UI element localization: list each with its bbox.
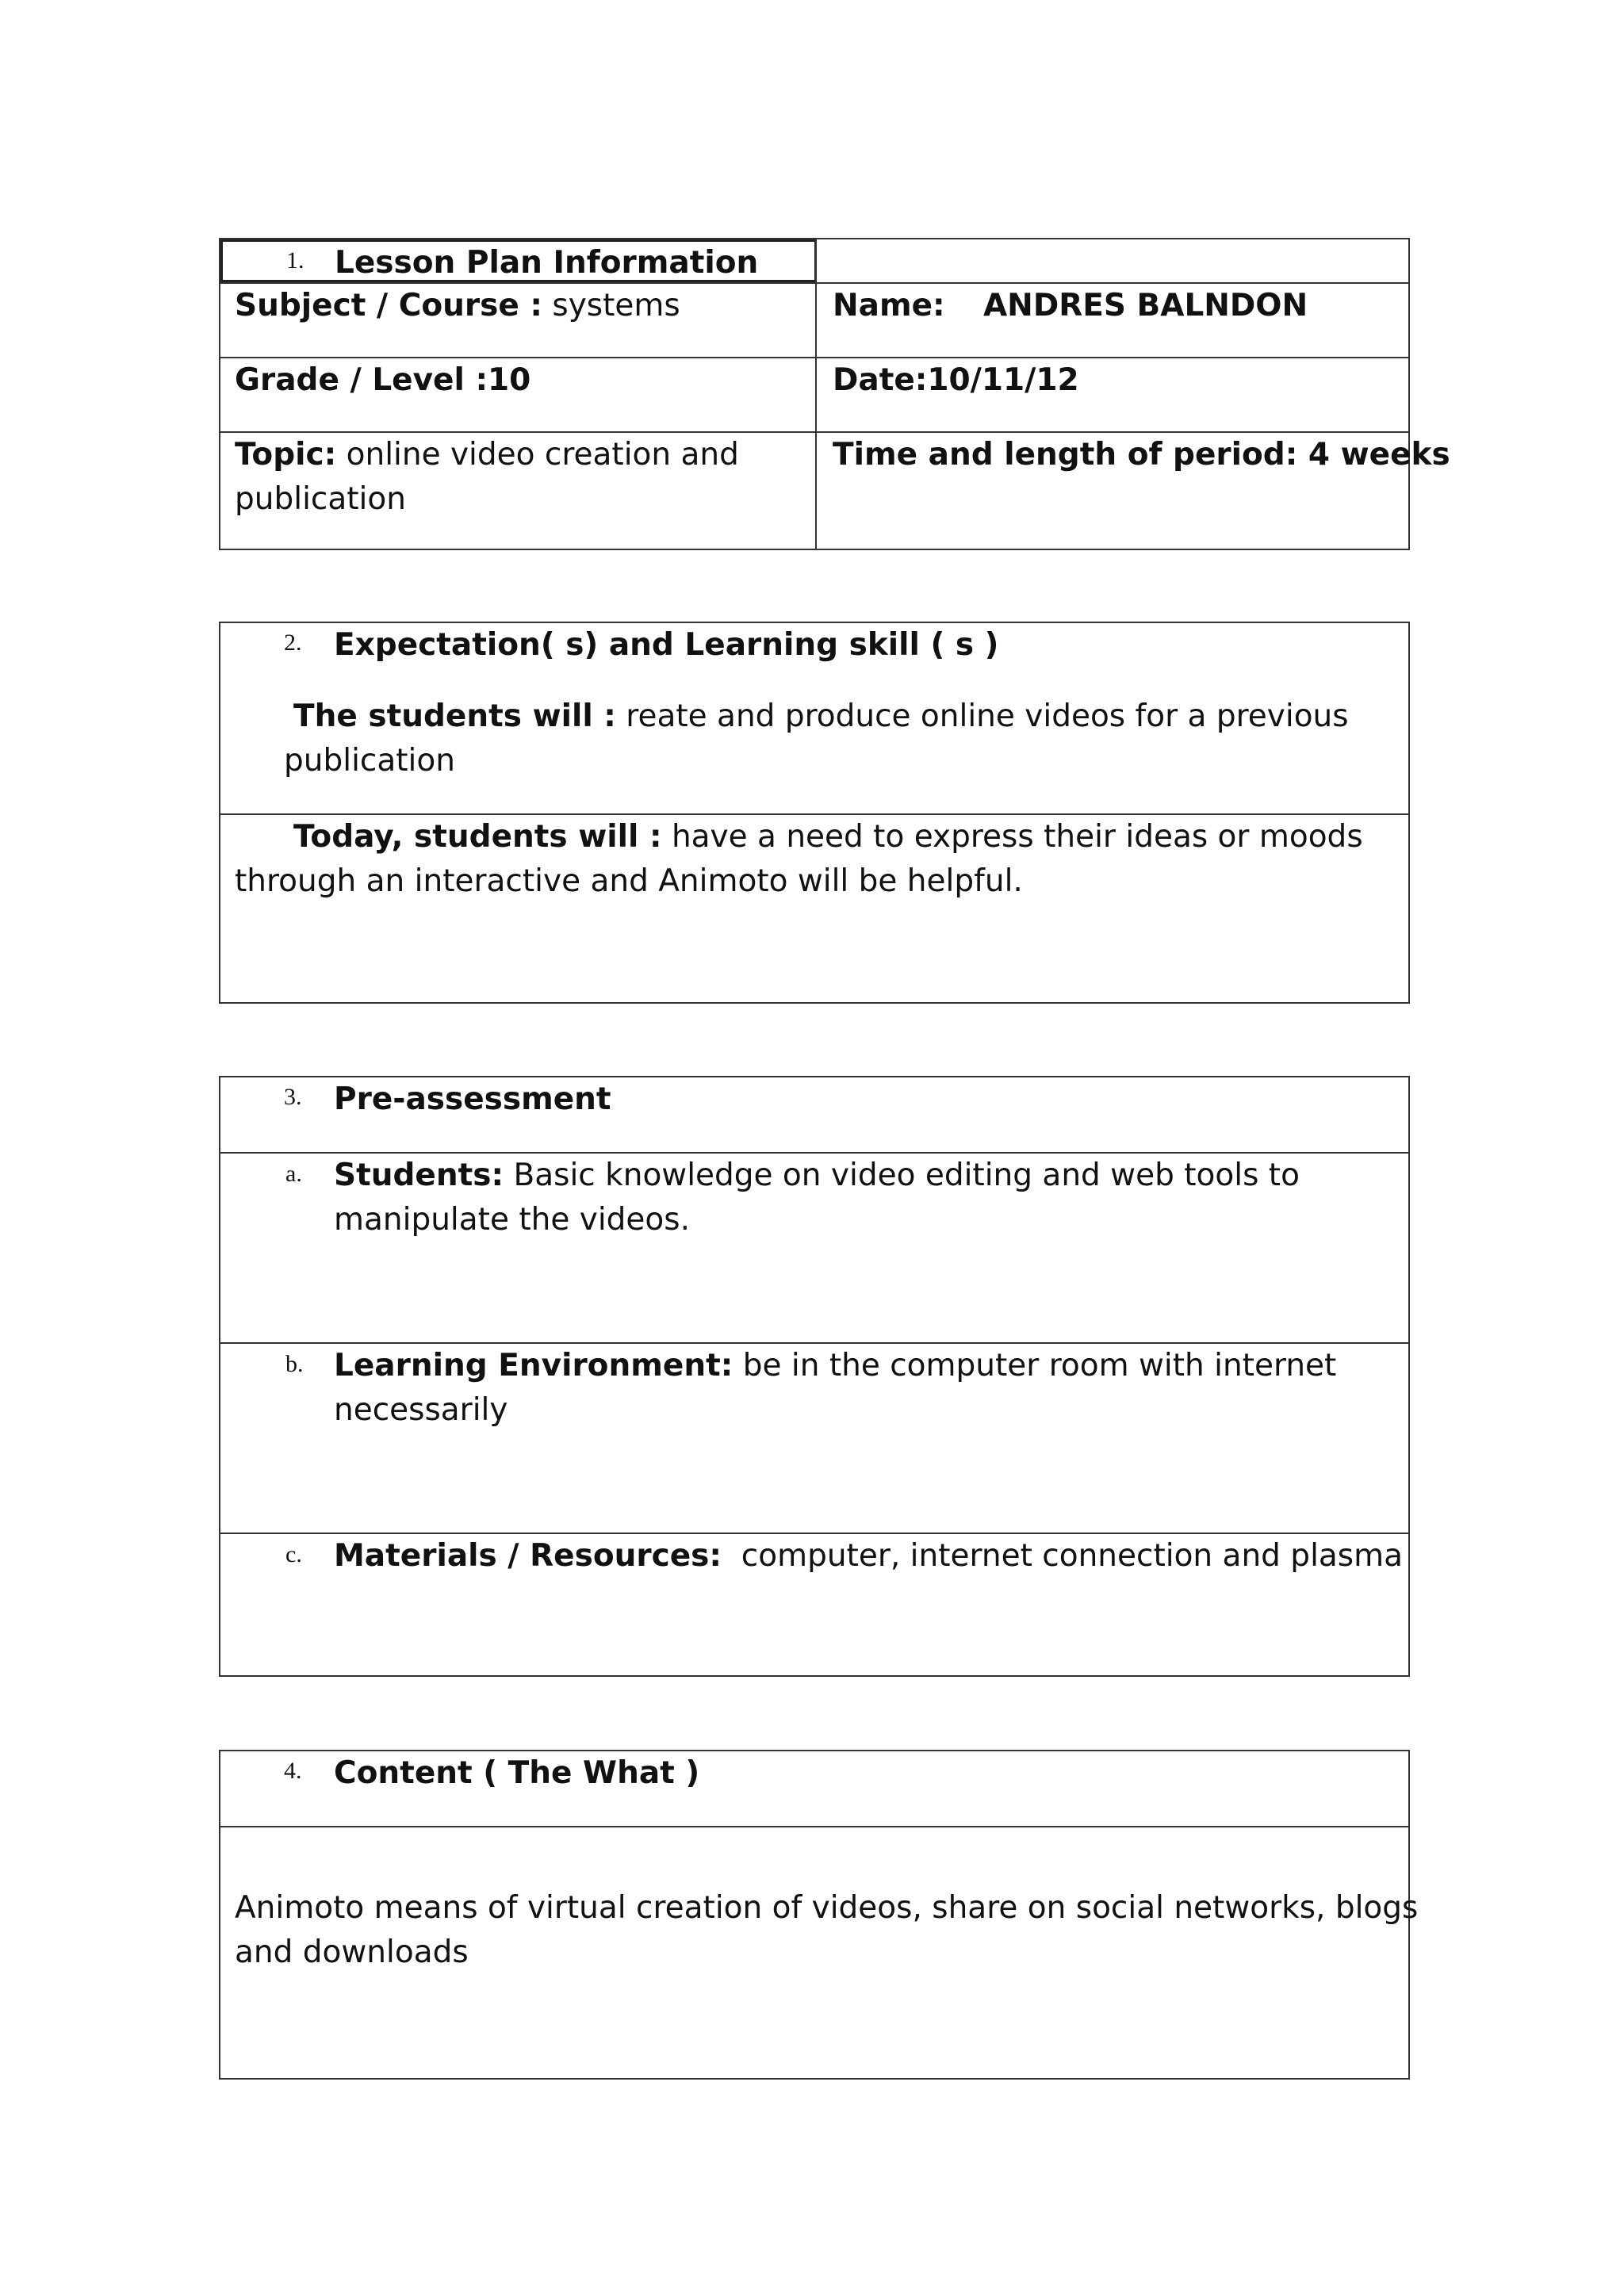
- item-c-label: Materials / Resources:: [334, 1538, 722, 1574]
- name-label: Name:: [833, 288, 945, 323]
- name-value: ANDRES BALNDON: [983, 288, 1308, 323]
- students-will-text: reate and produce online videos for a previous: [615, 698, 1349, 734]
- grade-level: Grade / Level :10: [235, 362, 531, 398]
- content-line-1: Animoto means of virtual creation of videos, share on social networks, blogs: [235, 1890, 1419, 1926]
- lesson-plan-heading-cell: [220, 239, 817, 282]
- section-2-heading: Expectation( s) and Learning skill ( s ): [334, 627, 999, 663]
- lesson-plan-header-row: [220, 239, 1408, 282]
- section-1-number: 1.: [286, 247, 304, 274]
- item-b-label: Learning Environment:: [334, 1348, 733, 1383]
- date-field: Date:10/11/12: [833, 362, 1079, 398]
- students-will-line-1: [293, 695, 1349, 739]
- topic-value: online video creation and: [336, 437, 739, 473]
- pre-assessment-item-c: [220, 1533, 1408, 1677]
- today-text: have a need to express their ideas or moods: [661, 819, 1363, 855]
- section-4-heading: Content ( The What ): [334, 1755, 700, 1791]
- content-header-row: [220, 1751, 1408, 1826]
- topic-line-2: publication: [235, 481, 406, 517]
- subject-label: Subject / Course :: [235, 288, 543, 323]
- expectations-table: [219, 622, 1410, 1004]
- item-c-line-1: [334, 1534, 1403, 1578]
- subject-row: [220, 282, 1408, 357]
- section-2-number: 2.: [284, 629, 302, 656]
- item-a-line-1: [334, 1154, 1300, 1198]
- item-b-text: be in the computer room with internet: [733, 1348, 1337, 1383]
- today-line-2: through an interactive and Animoto will be helpful.: [235, 863, 1023, 899]
- today-label: Today, students will :: [293, 819, 662, 855]
- pre-assessment-table: [219, 1076, 1410, 1677]
- subject-value: systems: [542, 288, 680, 323]
- content-body-row: [220, 1826, 1419, 2080]
- content-table: [219, 1750, 1419, 2080]
- item-c-marker: c.: [285, 1541, 302, 1567]
- pre-assessment-item-b: [220, 1342, 1408, 1533]
- students-will-line-2: publication: [284, 743, 455, 779]
- lesson-plan-info-table: [219, 238, 1450, 550]
- section-1-heading: Lesson Plan Information: [335, 245, 759, 281]
- today-line-1: [293, 815, 1363, 859]
- item-b-line-2: necessarily: [334, 1392, 508, 1428]
- section-3-number: 3.: [284, 1084, 302, 1110]
- item-a-text: Basic knowledge on video editing and web tools to: [504, 1158, 1300, 1193]
- pre-assessment-item-a: [220, 1152, 1408, 1342]
- topic-line-1: [235, 433, 739, 477]
- topic-row: [220, 431, 1450, 550]
- item-b-marker: b.: [285, 1351, 304, 1377]
- item-b-line-1: [334, 1344, 1336, 1388]
- pre-assessment-header-row: [220, 1077, 1408, 1152]
- section-4-number: 4.: [284, 1758, 302, 1784]
- content-line-2: and downloads: [235, 1934, 469, 1970]
- item-a-label: Students:: [334, 1158, 504, 1193]
- item-a-line-2: manipulate the videos.: [334, 1202, 690, 1238]
- expectations-row-1: [220, 623, 1408, 813]
- subject-course: [235, 284, 680, 328]
- item-a-marker: a.: [285, 1161, 302, 1187]
- topic-label: Topic:: [235, 437, 337, 473]
- expectations-row-2: [220, 813, 1408, 1004]
- item-c-text: computer, internet connection and plasma: [722, 1538, 1404, 1574]
- time-length: Time and length of period: 4 weeks: [833, 437, 1450, 473]
- grade-row: [220, 357, 1408, 431]
- section-3-heading: Pre-assessment: [334, 1081, 611, 1117]
- students-will-label: The students will :: [293, 698, 616, 734]
